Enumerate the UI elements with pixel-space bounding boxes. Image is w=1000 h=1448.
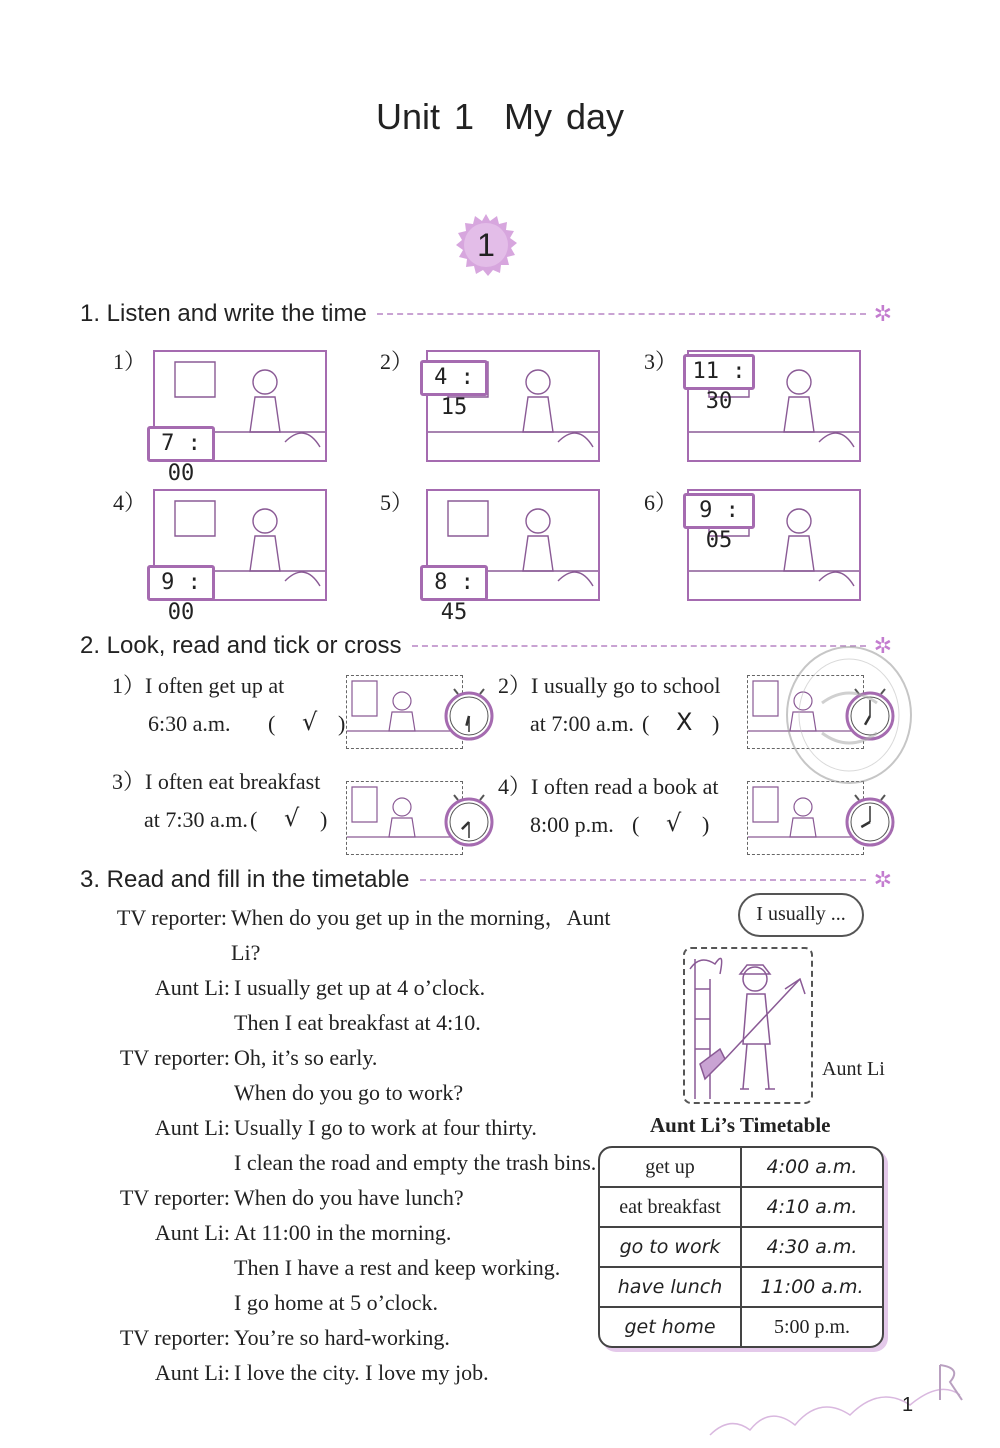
- speech-bubble: I usually ...: [738, 893, 864, 937]
- time-answer-box[interactable]: 9 : 00: [147, 565, 215, 601]
- answer-paren-close: ): [320, 807, 328, 832]
- timetable-activity: eat breakfast: [600, 1188, 742, 1228]
- timetable-time[interactable]: 5:00 p.m.: [773, 1315, 851, 1338]
- dialog-speaker: [0, 1075, 234, 1110]
- dialog-line: [0, 970, 640, 1005]
- answer-paren-open: (: [250, 807, 258, 832]
- answer-mark[interactable]: √: [666, 809, 682, 837]
- dialog-speaker: Aunt Li:: [154, 1115, 230, 1140]
- dialog-line: [0, 900, 640, 970]
- picture-number: 2）: [380, 349, 414, 374]
- answer-mark[interactable]: √: [302, 708, 318, 736]
- dialog-text: Then I eat breakfast at 4:10.: [234, 1010, 481, 1035]
- statement-number: 2）: [498, 673, 532, 698]
- flower-icon: ✲: [873, 867, 892, 892]
- statement-item: [112, 667, 352, 743]
- analog-clock-icon: [845, 793, 895, 847]
- page-title: [0, 96, 1000, 138]
- answer-paren-open: (: [642, 711, 650, 736]
- dialog-speaker: TV reporter:: [119, 1185, 230, 1210]
- section2-heading-text: 2. Look, read and tick or cross: [80, 632, 402, 659]
- dialog-speaker: [0, 1285, 234, 1320]
- answer-paren-open: (: [268, 711, 276, 736]
- page-number: 1: [902, 1394, 914, 1416]
- dialog-text: You’re so hard-working.: [234, 1325, 450, 1350]
- timetable-row: [600, 1268, 882, 1308]
- dialog-line: [0, 1320, 640, 1355]
- section3-heading: [80, 866, 892, 894]
- picture-number: 4）: [113, 490, 147, 515]
- picture-number: 1）: [113, 349, 147, 374]
- dialog-text: I go home at 5 o’clock.: [234, 1290, 439, 1315]
- section1-heading-text: 1. Listen and write the time: [80, 300, 367, 327]
- flower-icon: ✲: [873, 301, 892, 326]
- dialog-text: Usually I go to work at four thirty.: [234, 1115, 537, 1140]
- analog-clock-icon: [444, 793, 494, 847]
- statement-item: [498, 667, 738, 743]
- dialog-speaker: TV reporter:: [119, 1325, 230, 1350]
- aunt-li-picture: [683, 947, 813, 1104]
- dialog-speaker: TV reporter:: [119, 1045, 230, 1070]
- dialog-speaker: [0, 1250, 234, 1285]
- unit-label: Unit 1: [375, 96, 474, 137]
- flower-icon: ✲: [873, 633, 892, 658]
- statement-line1: I often eat breakfast: [145, 769, 321, 794]
- dialog-line: [0, 1215, 640, 1250]
- timetable-time[interactable]: 4:00 a.m.: [742, 1148, 882, 1188]
- dialog-speaker: Aunt Li:: [154, 1360, 230, 1385]
- dialog-speaker: TV reporter:: [116, 905, 228, 930]
- r-letter-icon: [940, 1365, 962, 1400]
- dialog: [0, 900, 640, 1390]
- dialog-line: [0, 1145, 640, 1180]
- lesson-badge: [455, 214, 517, 276]
- dialog-line: [0, 1355, 640, 1390]
- dialog-text: When do you get up in the morning，Aunt Li?: [231, 905, 611, 965]
- dialog-text: I love the city. I love my job.: [234, 1360, 489, 1385]
- dialog-text: Oh, it’s so early.: [234, 1045, 378, 1070]
- timetable-activity: get up: [600, 1148, 742, 1188]
- timetable-title: Aunt Li’s Timetable: [650, 1113, 831, 1137]
- timetable-row: [600, 1308, 882, 1346]
- time-answer-box[interactable]: 7 : 00: [147, 426, 215, 462]
- statement-line1: I often read a book at: [531, 774, 719, 799]
- statement-item: [498, 768, 738, 844]
- dialog-line: [0, 1285, 640, 1320]
- dialog-speaker: Aunt Li:: [154, 1220, 230, 1245]
- time-answer-box[interactable]: 8 : 45: [420, 565, 488, 601]
- dialog-line: [0, 1180, 640, 1215]
- time-answer-box[interactable]: 4 : 15: [420, 360, 488, 396]
- dialog-line: [0, 1005, 640, 1040]
- dialog-text: At 11:00 in the morning.: [234, 1220, 452, 1245]
- dialog-text: When do you go to work?: [234, 1080, 464, 1105]
- statement-line2: 8:00 p.m.: [530, 812, 614, 837]
- dialog-line: [0, 1075, 640, 1110]
- statement-line2: 6:30 a.m.: [148, 711, 231, 736]
- timetable-time[interactable]: 11:00 a.m.: [742, 1268, 882, 1308]
- timetable-time[interactable]: 4:30 a.m.: [742, 1228, 882, 1268]
- picture-number: 6）: [644, 490, 678, 515]
- dialog-speaker: [0, 1145, 234, 1180]
- sweeper-illustration-icon: [685, 949, 811, 1102]
- statement-number: 3）: [112, 769, 146, 794]
- statement-item: [112, 763, 352, 839]
- dialog-text: I clean the road and empty the trash bins.: [234, 1150, 597, 1175]
- statement-number: 4）: [498, 774, 532, 799]
- watermark-stamp: [782, 643, 917, 788]
- statement-line1: I usually go to school: [531, 673, 721, 698]
- picture-number: 3）: [644, 349, 678, 374]
- timetable-activity: have lunch: [600, 1268, 742, 1308]
- analog-clock-icon: [444, 687, 494, 741]
- section1-heading: [80, 300, 892, 328]
- answer-paren-close: ): [338, 711, 346, 736]
- section2-heading: [80, 632, 892, 660]
- statement-line2: at 7:00 a.m.: [530, 711, 634, 736]
- dialog-text: I usually get up at 4 o’clock.: [234, 975, 486, 1000]
- corner-decoration: [700, 1360, 1000, 1443]
- timetable-activity: get home: [600, 1308, 742, 1346]
- statement-line1: I often get up at: [145, 673, 285, 698]
- picture-number: 5）: [380, 490, 414, 515]
- answer-mark[interactable]: X: [676, 708, 693, 736]
- statement-line2: at 7:30 a.m.: [144, 807, 248, 832]
- timetable: [598, 1146, 884, 1348]
- dialog-text: Then I have a rest and keep working.: [234, 1255, 561, 1280]
- dialog-text: When do you have lunch?: [234, 1185, 464, 1210]
- timetable-activity: go to work: [600, 1228, 742, 1268]
- heading-divider: [420, 879, 866, 881]
- section3-heading-text: 3. Read and fill in the timetable: [80, 866, 410, 893]
- answer-mark[interactable]: √: [284, 804, 300, 832]
- answer-paren-open: (: [632, 812, 640, 837]
- dialog-speaker: Aunt Li:: [154, 975, 230, 1000]
- time-answer-box[interactable]: 11 : 30: [683, 354, 755, 390]
- badge-number: 1: [477, 227, 495, 263]
- dialog-line: [0, 1250, 640, 1285]
- dialog-speaker: [0, 1005, 234, 1040]
- dialog-line: [0, 1110, 640, 1145]
- answer-paren-close: ): [712, 711, 720, 736]
- timetable-time[interactable]: 4:10 a.m.: [742, 1188, 882, 1228]
- unit-name: My day: [504, 96, 625, 137]
- timetable-row: [600, 1188, 882, 1228]
- answer-paren-close: ): [702, 812, 710, 837]
- timetable-row: [600, 1228, 882, 1268]
- timetable-row: [600, 1148, 882, 1188]
- dialog-line: [0, 1040, 640, 1075]
- aunt-li-caption: Aunt Li: [822, 1058, 885, 1080]
- heading-divider: [377, 313, 866, 315]
- time-answer-box[interactable]: 9 : 05: [683, 493, 755, 529]
- statement-number: 1）: [112, 673, 146, 698]
